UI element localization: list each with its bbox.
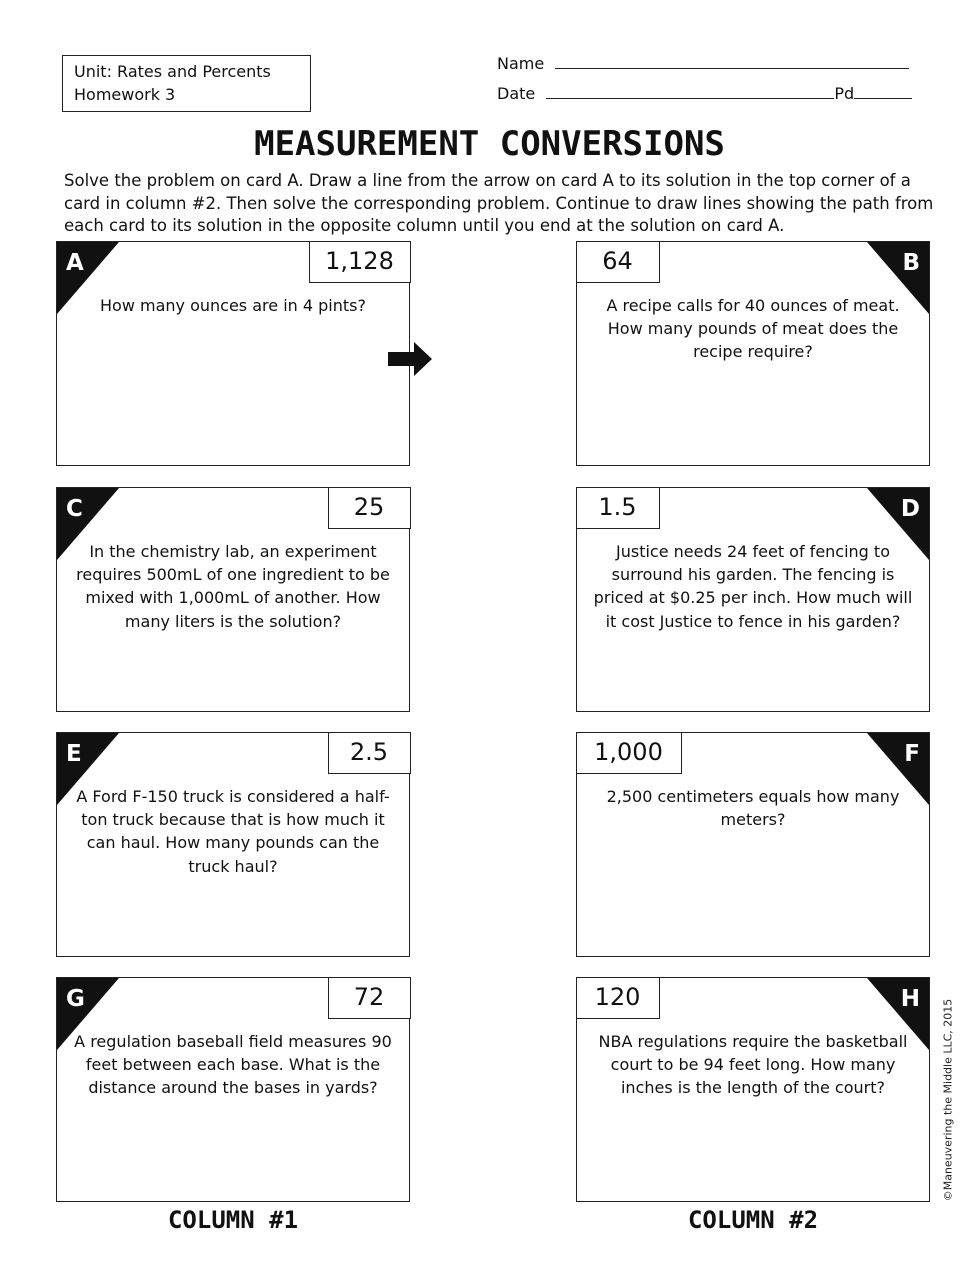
card-g	[56, 977, 410, 1202]
card-letter: D	[900, 496, 920, 522]
date-label: Date	[497, 84, 536, 103]
card-d	[576, 487, 930, 712]
card-question: NBA regulations require the basketball court to be 94 feet long. How many inches is the length of the court?	[598, 1032, 908, 1098]
card-question: 2,500 centimeters equals how many meters?	[606, 787, 900, 830]
card-b	[576, 241, 930, 466]
instructions: Solve the problem on card A. Draw a line from the arrow on card A to its solution in the top corner of a card in column #2. Then solve the corresponding problem. Continue to draw lines showing the path from each card to its solution in the opposite column until you end at the solution on card A.	[64, 171, 934, 235]
card-letter: A	[66, 250, 84, 276]
card-letter: G	[66, 986, 85, 1012]
copyright-notice: ©Maneuvering the Middle LLC, 2015	[941, 998, 955, 1202]
card-letter: C	[66, 496, 83, 522]
name-blank[interactable]	[555, 54, 909, 69]
answer-box: 1.5	[576, 487, 660, 529]
card-question: How many ounces are in 4 pints?	[100, 296, 366, 315]
card-question: In the chemistry lab, an experiment requires 500mL of one ingredient to be mixed with 1,000mL of another. How many liters is the solution?	[76, 542, 390, 631]
card-a	[56, 241, 410, 466]
pd-label: Pd	[834, 84, 855, 103]
column-1-label: COLUMN #1	[167, 1206, 299, 1234]
pd-blank[interactable]	[854, 84, 912, 99]
name-field[interactable]	[497, 54, 909, 74]
column-2-label: COLUMN #2	[687, 1206, 819, 1234]
card-question: Justice needs 24 feet of fencing to surround his garden. The fencing is priced at $0.25 per inch. How much will it cost Justice to fence in his garden?	[593, 542, 913, 631]
card-f	[576, 732, 930, 957]
answer-box: 1,000	[576, 732, 682, 774]
card-e	[56, 732, 410, 957]
answer-box: 25	[328, 487, 411, 529]
unit-title: Unit: Rates and Percents	[74, 62, 271, 81]
page-title: MEASUREMENT CONVERSIONS	[254, 124, 725, 164]
answer-box: 64	[576, 241, 660, 283]
card-question: A recipe calls for 40 ounces of meat. How many pounds of meat does the recipe require?	[606, 296, 900, 362]
card-question: A regulation baseball field measures 90 feet between each base. What is the distance around the bases in yards?	[74, 1032, 392, 1098]
homework-number: Homework 3	[74, 85, 176, 104]
date-blank[interactable]	[546, 84, 834, 99]
answer-box: 1,128	[309, 241, 411, 283]
card-letter: H	[900, 986, 920, 1012]
answer-box: 120	[576, 977, 660, 1019]
answer-box: 2.5	[328, 732, 411, 774]
answer-box: 72	[328, 977, 411, 1019]
card-c	[56, 487, 410, 712]
card-h	[576, 977, 930, 1202]
right-arrow-icon	[388, 342, 432, 376]
card-letter: F	[904, 741, 920, 767]
card-question: A Ford F-150 truck is considered a half-ton truck because that is how much it can haul. How many pounds can the truck haul?	[76, 787, 390, 876]
card-letter: B	[902, 250, 920, 276]
card-letter: E	[66, 741, 82, 767]
date-field[interactable]	[497, 84, 912, 104]
name-label: Name	[497, 54, 545, 73]
unit-info-box	[62, 55, 311, 112]
